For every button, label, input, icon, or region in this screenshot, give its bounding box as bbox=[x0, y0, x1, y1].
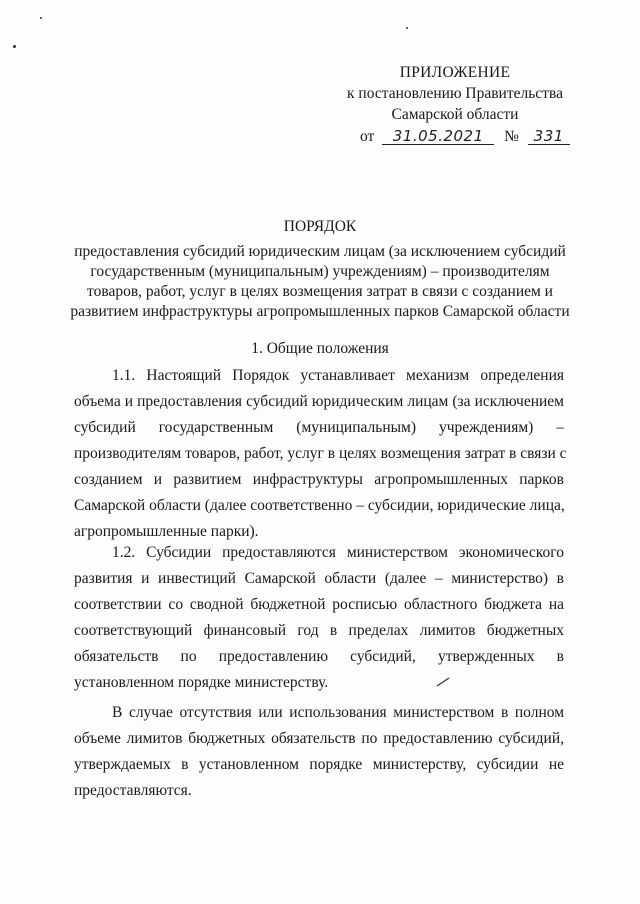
appendix-title: ПРИЛОЖЕНИЕ bbox=[399, 64, 511, 81]
date-number-line bbox=[330, 126, 580, 147]
paragraph-absence-of-limits bbox=[74, 700, 564, 804]
paragraph-line: агропромышленные парки). bbox=[74, 523, 259, 540]
scan-speck bbox=[13, 45, 16, 48]
handwritten-date: 31.05.2021 bbox=[382, 128, 494, 145]
paragraph-line: установленном порядке министерству. bbox=[74, 674, 329, 691]
paragraph-line: Самарской области (далее соответственно – субсидии, юридические лица, bbox=[74, 497, 565, 514]
paragraph-line: предоставляются. bbox=[74, 782, 192, 799]
paragraph-1-1 bbox=[74, 363, 567, 545]
paragraph-line: соответствующий финансовый год в пределах лимитов бюджетных bbox=[74, 622, 564, 639]
scan-speck bbox=[406, 27, 408, 29]
appendix-line: Самарской области bbox=[391, 106, 519, 123]
subtitle-line: развитием инфраструктуры агропромышленных парков Самарской области bbox=[70, 303, 570, 320]
paragraph-line: 1.1. Настоящий Порядок устанавливает механизм определения bbox=[112, 367, 564, 384]
section-heading: 1. Общие положения bbox=[251, 340, 389, 357]
scan-speck bbox=[40, 17, 42, 19]
paragraph-line: субсидий государственным (муниципальным) учреждениям) – bbox=[74, 419, 564, 436]
paragraph-line: соответствии со сводной бюджетной росписью областного бюджета на bbox=[74, 596, 564, 613]
paragraph-line: производителям товаров, работ, услуг в целях возмещения затрат в связи с bbox=[74, 445, 567, 462]
subtitle-line: предоставления субсидий юридическим лицам (за исключением субсидий bbox=[74, 243, 566, 260]
paragraph-line: утверждаемых в установленном порядке министерству, субсидии не bbox=[74, 756, 564, 773]
paragraph-line: 1.2. Субсидии предоставляются министерством экономического bbox=[112, 544, 564, 561]
appendix-line: к постановлению Правительства bbox=[347, 85, 563, 102]
handwritten-number: 331 bbox=[528, 128, 570, 145]
appendix-block bbox=[330, 62, 580, 147]
paragraph-line: В случае отсутствия или использования министерством в полном bbox=[112, 704, 564, 721]
subtitle-line: государственным (муниципальным) учреждениям) – производителям bbox=[90, 263, 550, 280]
date-label: от bbox=[360, 128, 375, 145]
paragraph-1-2 bbox=[74, 540, 564, 696]
paragraph-line: объеме лимитов бюджетных обязательств по предоставлению субсидий, bbox=[74, 730, 564, 747]
paragraph-line: объема и предоставления субсидий юридическим лицам (за исключением bbox=[74, 393, 564, 410]
document-subtitle bbox=[60, 242, 580, 322]
subtitle-line: товаров, работ, услуг в целях возмещения затрат в связи с созданием и bbox=[87, 283, 553, 300]
paragraph-line: созданием и развитием инфраструктуры агропромышленных парков bbox=[74, 471, 564, 488]
number-label: № bbox=[504, 128, 519, 145]
paragraph-line: обязательств по предоставлению субсидий, утвержденных в bbox=[74, 648, 564, 665]
pen-tick-mark bbox=[436, 676, 450, 688]
paragraph-line: развития и инвестиций Самарской области (далее – министерство) в bbox=[74, 570, 564, 587]
document-title: ПОРЯДОК bbox=[283, 218, 357, 235]
